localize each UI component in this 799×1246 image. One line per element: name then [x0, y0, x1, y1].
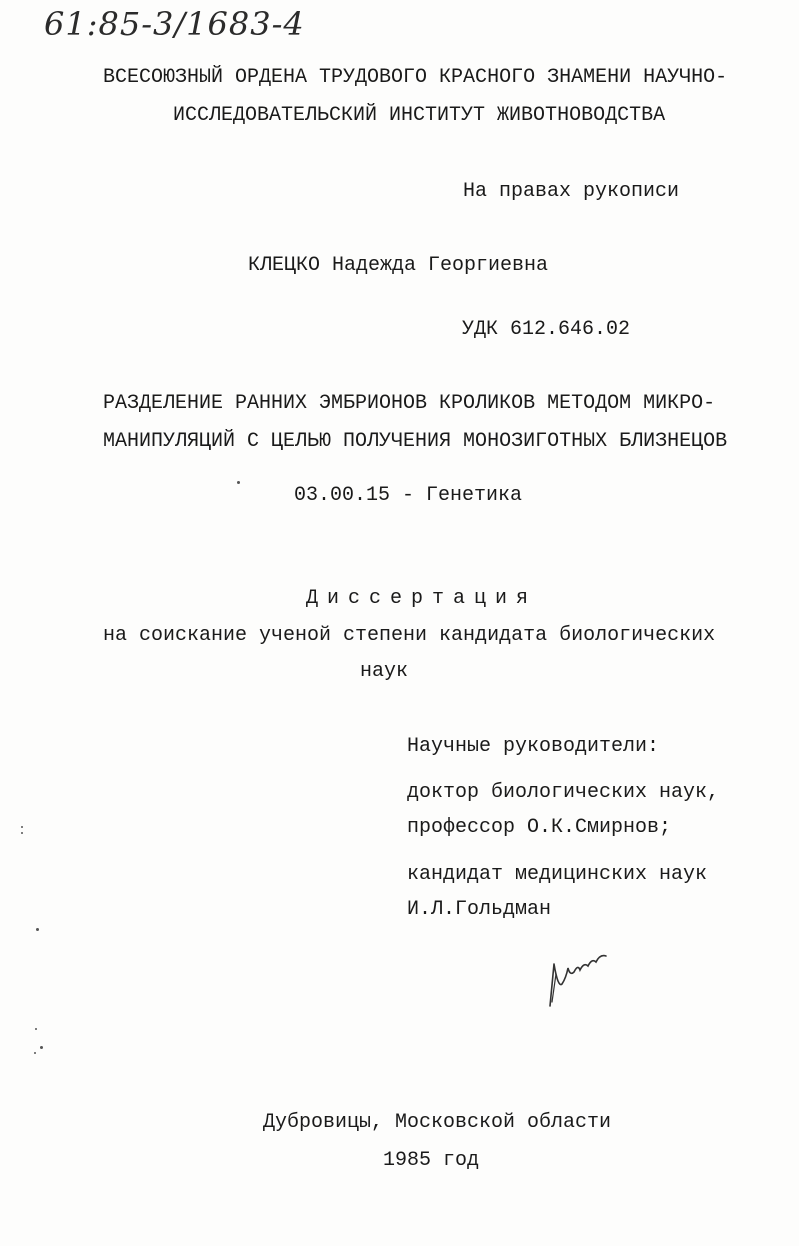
supervisors-heading: Научные руководители:	[407, 735, 660, 758]
supervisor-1-name: профессор О.К.Смирнов;	[407, 816, 672, 839]
specialty: 03.00.15 - Генетика	[294, 484, 523, 507]
signature-image	[540, 944, 620, 1014]
year: 1985 год	[383, 1149, 480, 1172]
author-name: КЛЕЦКО Надежда Георгиевна	[248, 254, 549, 277]
degree-line-1: на соискание ученой степени кандидата биологических	[103, 624, 716, 647]
scan-speck	[237, 481, 240, 484]
title-line-1: РАЗДЕЛЕНИЕ РАННИХ ЭМБРИОНОВ КРОЛИКОВ МЕТОДОМ МИКРО-	[103, 392, 716, 415]
scan-speck	[35, 1028, 37, 1030]
degree-line-2: наук	[360, 660, 409, 683]
scan-speck	[21, 826, 23, 828]
supervisor-2-name: И.Л.Гольдман	[407, 898, 552, 921]
manuscript-rights: На правах рукописи	[463, 180, 680, 203]
scan-speck	[40, 1046, 43, 1049]
archive-number: 61:85-3/1683-4	[44, 5, 305, 43]
scan-speck	[34, 1052, 36, 1054]
udc-code: УДК 612.646.02	[462, 318, 631, 341]
supervisor-1-degree: доктор биологических наук,	[407, 781, 720, 804]
document-type: Диссертация	[306, 587, 538, 610]
institute-line-1: ВСЕСОЮЗНЫЙ ОРДЕНА ТРУДОВОГО КРАСНОГО ЗНАМЕНИ НАУЧНО-	[103, 66, 728, 89]
scan-speck	[36, 928, 39, 931]
title-line-2: МАНИПУЛЯЦИЙ С ЦЕЛЬЮ ПОЛУЧЕНИЯ МОНОЗИГОТНЫХ БЛИЗНЕЦОВ	[103, 430, 728, 453]
place: Дубровицы, Московской области	[263, 1111, 612, 1134]
scan-speck	[21, 832, 23, 834]
institute-line-2: ИССЛЕДОВАТЕЛЬСКИЙ ИНСТИТУТ ЖИВОТНОВОДСТВА	[173, 104, 666, 127]
supervisor-2-degree: кандидат медицинских наук	[407, 863, 708, 886]
